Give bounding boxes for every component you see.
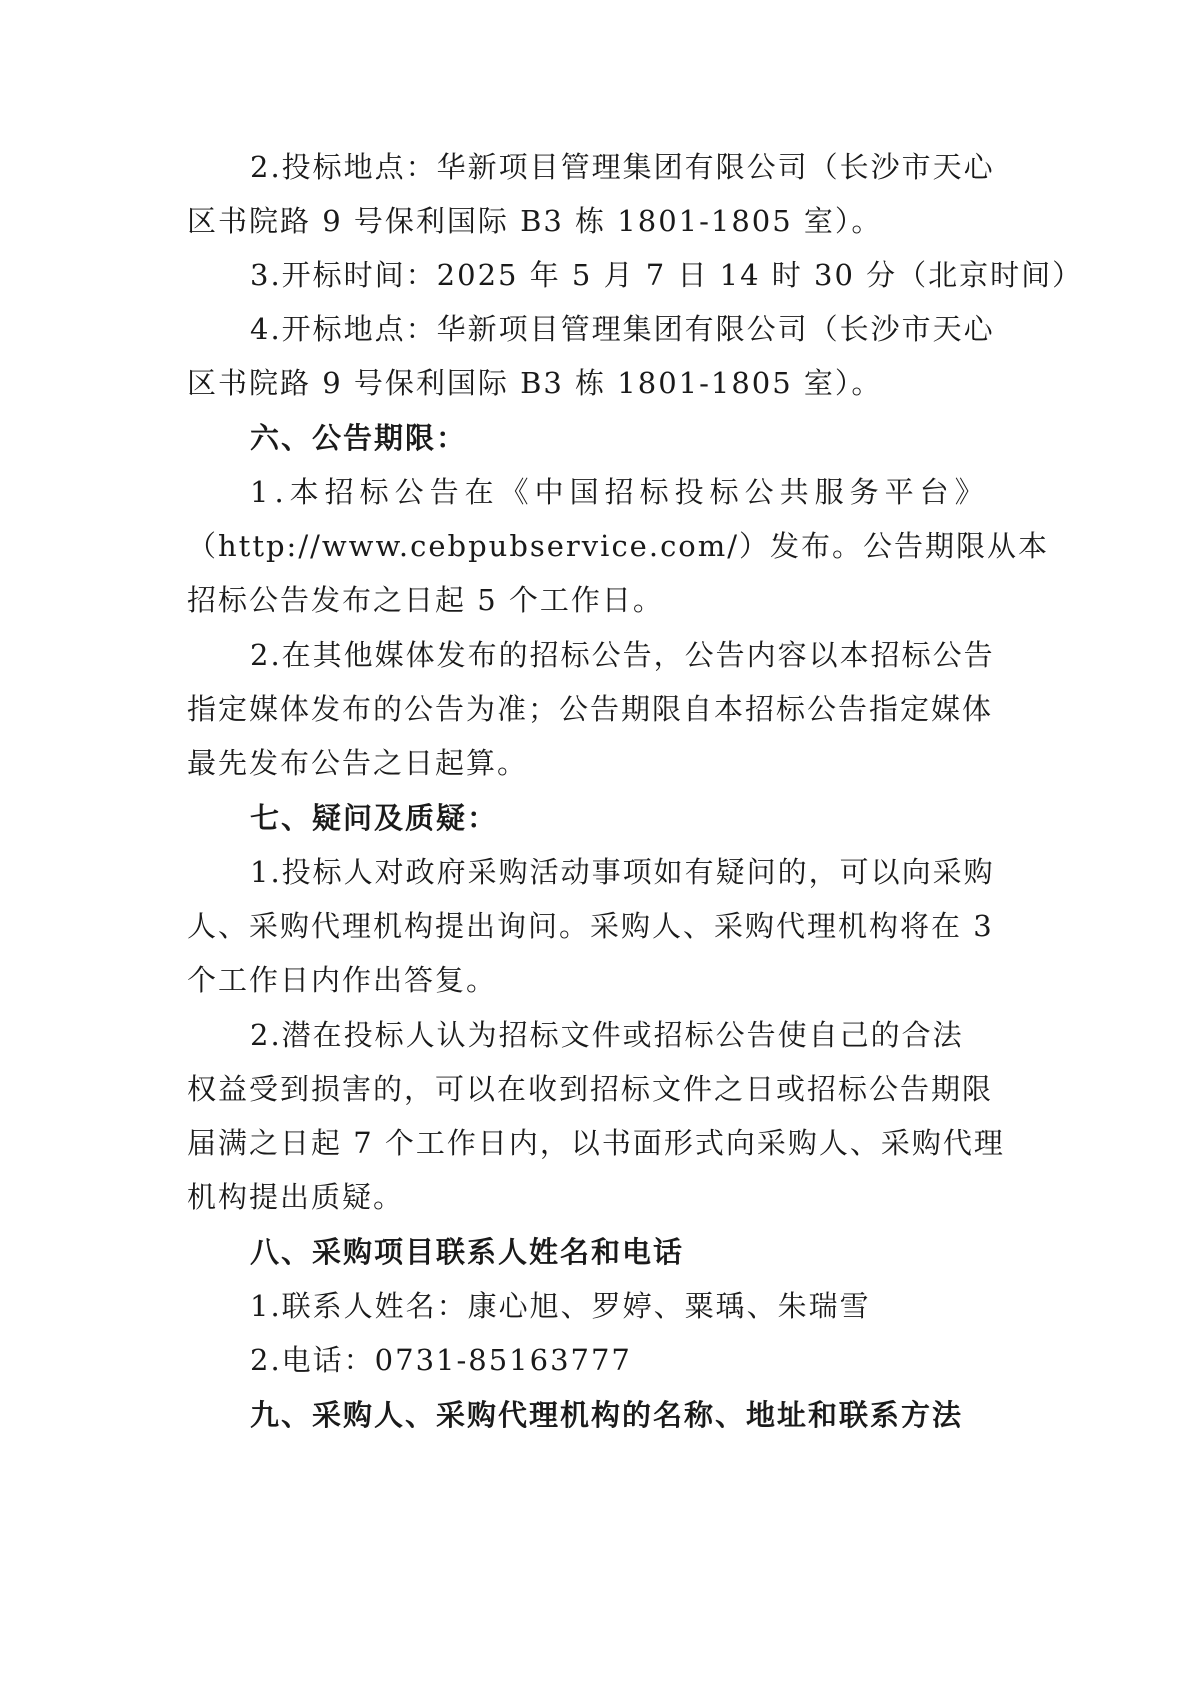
questions-item1-line-1: 1.投标人对政府采购活动事项如有疑问的，可以向采购: [250, 855, 995, 889]
notice-period-item1-line-3: 招标公告发布之日起 5 个工作日。: [187, 583, 664, 617]
contact-phone: 2.电话：0731-85163777: [250, 1343, 632, 1377]
section-heading-notice-period: 六、公告期限：: [250, 421, 468, 455]
notice-period-item2-line-1: 2.在其他媒体发布的招标公告，公告内容以本招标公告: [250, 638, 995, 672]
bid-opening-location-line-1: 4.开标地点：华新项目管理集团有限公司（长沙市天心: [250, 312, 995, 346]
questions-item2-line-2: 权益受到损害的，可以在收到招标文件之日或招标公告期限: [187, 1072, 994, 1106]
bid-opening-location-line-2: 区书院路 9 号保利国际 B3 栋 1801-1805 室）。: [187, 366, 883, 400]
section-heading-questions: 七、疑问及质疑：: [250, 801, 499, 835]
notice-period-item1-line-1: 1.本招标公告在《中国招标投标公共服务平台》: [250, 475, 990, 509]
bid-opening-time: 3.开标时间：2025 年 5 月 7 日 14 时 30 分（北京时间）: [250, 258, 1084, 292]
notice-period-item1-line-2: （http://www.cebpubservice.com/）发布。公告期限从本: [187, 529, 1050, 563]
questions-item1-line-3: 个工作日内作出答复。: [187, 963, 498, 997]
questions-item2-line-3: 届满之日起 7 个工作日内，以书面形式向采购人、采购代理: [187, 1126, 1005, 1160]
bid-location-line-2: 区书院路 9 号保利国际 B3 栋 1801-1805 室）。: [187, 204, 883, 238]
notice-period-item2-line-2: 指定媒体发布的公告为准；公告期限自本招标公告指定媒体: [187, 692, 994, 726]
bid-location-line-1: 2.投标地点：华新项目管理集团有限公司（长沙市天心: [250, 150, 995, 184]
questions-item1-line-2: 人、采购代理机构提出询问。采购人、采购代理机构将在 3: [187, 909, 994, 943]
questions-item2-line-4: 机构提出质疑。: [187, 1180, 405, 1214]
questions-item2-line-1: 2.潜在投标人认为招标文件或招标公告使自己的合法: [250, 1018, 964, 1052]
section-heading-contacts: 八、采购项目联系人姓名和电话: [250, 1235, 685, 1269]
section-heading-purchaser-agency: 九、采购人、采购代理机构的名称、地址和联系方法: [250, 1398, 964, 1432]
contact-names: 1.联系人姓名：康心旭、罗婷、粟瑀、朱瑞雪: [250, 1289, 871, 1323]
notice-period-item2-line-3: 最先发布公告之日起算。: [187, 746, 529, 780]
